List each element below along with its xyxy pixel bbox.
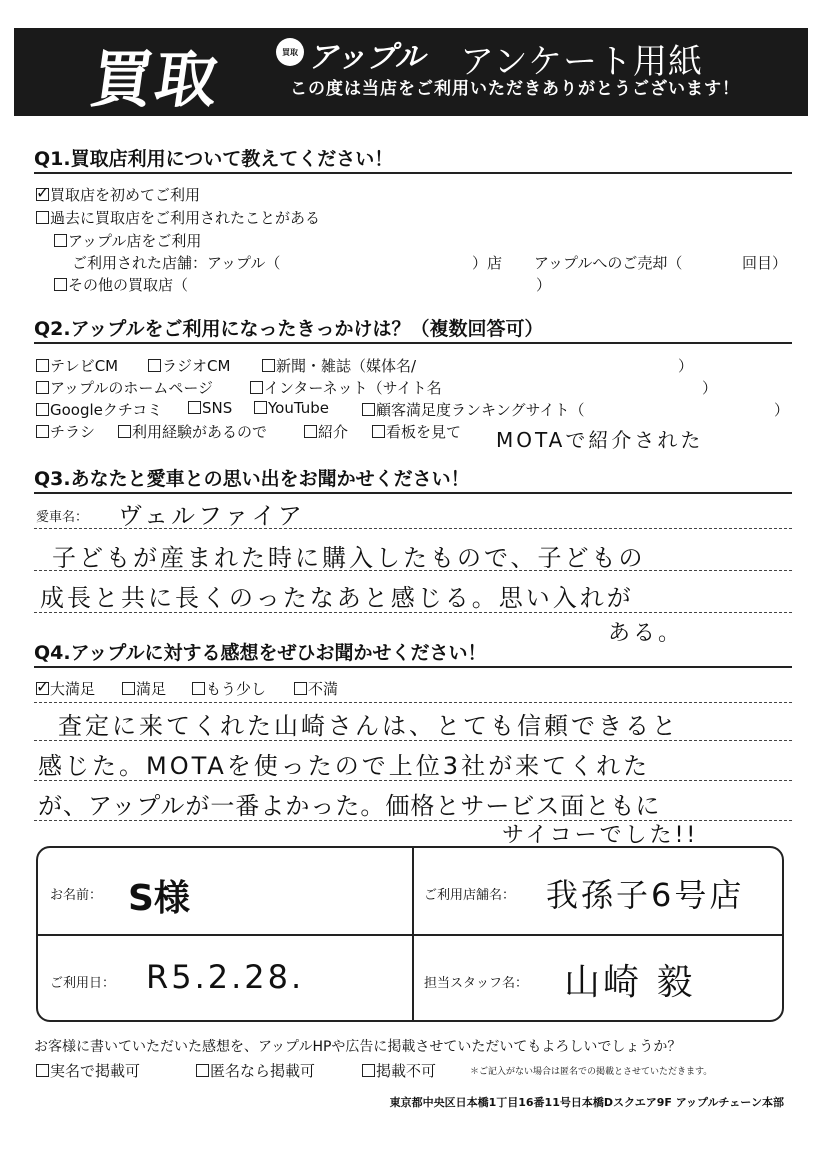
checkbox-icon[interactable] xyxy=(36,359,49,372)
store-value: 我孫子6号店 xyxy=(546,876,745,914)
apple-logo-icon: 買取 xyxy=(276,38,304,66)
q2-handwritten-answer: MOTAで紹介された xyxy=(496,428,704,452)
q4-option-very[interactable]: ✓大満足 xyxy=(36,678,95,699)
q4-option-satisfied[interactable]: 満足 xyxy=(122,678,166,699)
checkbox-checked-icon[interactable] xyxy=(36,682,49,695)
q2-heading: Q2.アップルをご利用になったきっかけは？（複数回答可） xyxy=(34,318,544,340)
q2-divider xyxy=(34,342,792,344)
checkbox-icon[interactable] xyxy=(36,403,49,416)
consent-question: お客様に書いていただいた感想を、アップルHPや広告に掲載させていただいてもよろしいでしょうか？ xyxy=(34,1039,682,1055)
q4-rule-3 xyxy=(34,780,792,781)
q4-option-unsatisfied[interactable]: 不満 xyxy=(294,678,338,699)
q3-rule-2 xyxy=(34,570,792,571)
checkbox-icon[interactable] xyxy=(54,234,67,247)
q3-divider xyxy=(34,492,792,494)
checkbox-checked-icon[interactable] xyxy=(36,188,49,201)
header-kaitori: 買取 xyxy=(86,43,225,116)
q4-answer-line-1: 査定に来てくれた山崎さんは、とても信頼できると xyxy=(58,712,679,740)
q2-option-referral[interactable]: 紹介 xyxy=(304,421,348,442)
q1-other-close: ） xyxy=(536,276,552,294)
q3-car-label: 愛車名： xyxy=(36,510,89,525)
q1-option-past[interactable]: 過去に買取店をご利用されたことがある xyxy=(36,207,320,228)
checkbox-icon[interactable] xyxy=(188,401,201,414)
checkbox-icon[interactable] xyxy=(294,682,307,695)
consent-note: ＊ご記入がない場合は匿名での掲載とさせていただきます。 xyxy=(470,1067,713,1077)
q2-option-signboard[interactable]: 看板を見て xyxy=(372,421,461,442)
header-subtitle: この度は当店をご利用いただきありがとうございます！ xyxy=(290,79,740,99)
q1-store-label: ご利用された店舗：アップル（ xyxy=(72,254,281,272)
q2-option-ranking[interactable]: 顧客満足度ランキングサイト（ xyxy=(362,399,585,420)
checkbox-icon[interactable] xyxy=(36,425,49,438)
q1-sell-suffix: 回目） xyxy=(742,254,788,272)
date-value: R5.2.28. xyxy=(146,958,305,996)
q4-rule-2 xyxy=(34,740,792,741)
q3-heading: Q3.あなたと愛車との思い出をお聞かせください！ xyxy=(34,468,470,490)
checkbox-icon[interactable] xyxy=(192,682,205,695)
q3-car-name: ヴェルファイア xyxy=(118,502,305,530)
q3-rule-1 xyxy=(34,528,792,529)
q1-heading: Q1.買取店利用について教えてください！ xyxy=(34,148,394,170)
q1-sell-label: アップルへのご売却（ xyxy=(534,254,683,272)
q3-answer-line-1: 子どもが産まれた時に購入したもので、子どもの xyxy=(52,544,646,572)
q1-option-first[interactable]: ✓買取店を初めてご利用 xyxy=(36,184,200,205)
checkbox-icon[interactable] xyxy=(362,1064,375,1077)
checkbox-icon[interactable] xyxy=(304,425,317,438)
q2-option-sns[interactable]: SNS xyxy=(188,399,232,417)
checkbox-icon[interactable] xyxy=(36,211,49,224)
consent-option-not-allowed[interactable]: 掲載不可 xyxy=(362,1060,436,1081)
name-value: S様 xyxy=(128,878,190,919)
q1-store-suffix: ）店 xyxy=(472,254,503,272)
info-divider-vertical xyxy=(412,848,414,1020)
q2-option-radio[interactable]: ラジオCM xyxy=(148,355,230,376)
q2-option-tv[interactable]: テレビCM xyxy=(36,355,118,376)
q2-option-google[interactable]: Googleクチコミ xyxy=(36,399,162,420)
q1-divider xyxy=(34,172,792,174)
date-label: ご利用日： xyxy=(50,976,116,991)
name-label: お名前： xyxy=(50,888,103,903)
q3-answer-line-2: 成長と共に長くのったなあと感じる。思い入れが xyxy=(40,584,634,612)
checkbox-icon[interactable] xyxy=(122,682,135,695)
q4-answer-line-4: サイコーでした!! xyxy=(502,823,699,848)
q2-ranking-close: ） xyxy=(774,401,790,419)
checkbox-icon[interactable] xyxy=(250,381,263,394)
staff-value: 山崎 毅 xyxy=(564,962,696,1003)
q2-option-homepage[interactable]: アップルのホームページ xyxy=(36,377,213,398)
header-logo-text: アップル xyxy=(308,40,425,75)
q4-option-more[interactable]: もう少し xyxy=(192,678,266,699)
checkbox-icon[interactable] xyxy=(262,359,275,372)
q4-rule-1 xyxy=(34,702,792,703)
consent-option-anonymous[interactable]: 匿名なら掲載可 xyxy=(196,1060,315,1081)
checkbox-icon[interactable] xyxy=(148,359,161,372)
info-divider-horizontal xyxy=(38,934,782,936)
q2-option-flyer[interactable]: チラシ xyxy=(36,421,95,442)
header-banner xyxy=(14,28,808,116)
q4-heading: Q4.アップルに対する感想をぜひお聞かせください！ xyxy=(34,642,487,664)
q4-answer-line-3: が、アップルが一番よかった。価格とサービス面ともに xyxy=(38,792,661,820)
checkbox-icon[interactable] xyxy=(54,278,67,291)
customer-info-box xyxy=(36,846,784,1022)
checkbox-icon[interactable] xyxy=(372,425,385,438)
q3-answer-line-3: ある。 xyxy=(608,621,684,646)
checkbox-icon[interactable] xyxy=(362,403,375,416)
q1-option-apple[interactable]: アップル店をご利用 xyxy=(54,230,201,251)
checkbox-icon[interactable] xyxy=(196,1064,209,1077)
checkbox-icon[interactable] xyxy=(254,401,267,414)
consent-option-real-name[interactable]: 実名で掲載可 xyxy=(36,1060,140,1081)
checkbox-icon[interactable] xyxy=(36,1064,49,1077)
q2-news-close: ） xyxy=(678,357,694,375)
header-title: アンケート用紙 xyxy=(460,42,703,82)
q1-option-other[interactable]: その他の買取店（ xyxy=(54,274,188,295)
q4-divider xyxy=(34,666,792,668)
q2-internet-close: ） xyxy=(702,379,718,397)
company-address: 東京都中央区日本橋1丁目16番11号日本橋Dスクエア9F アップルチェーン本部 xyxy=(389,1096,784,1109)
q2-option-internet[interactable]: インターネット（サイト名 xyxy=(250,377,442,398)
q2-option-experience[interactable]: 利用経験があるので xyxy=(118,421,267,442)
store-label: ご利用店舗名： xyxy=(424,888,516,903)
q3-rule-3 xyxy=(34,612,792,613)
q2-option-youtube[interactable]: YouTube xyxy=(254,399,329,417)
q4-answer-line-2: 感じた。MOTAを使ったので上位3社が来てくれた xyxy=(38,752,651,780)
checkbox-icon[interactable] xyxy=(118,425,131,438)
q2-option-news[interactable]: 新聞・雑誌（媒体名/ xyxy=(262,355,416,376)
checkbox-icon[interactable] xyxy=(36,381,49,394)
staff-label: 担当スタッフ名： xyxy=(424,976,529,991)
